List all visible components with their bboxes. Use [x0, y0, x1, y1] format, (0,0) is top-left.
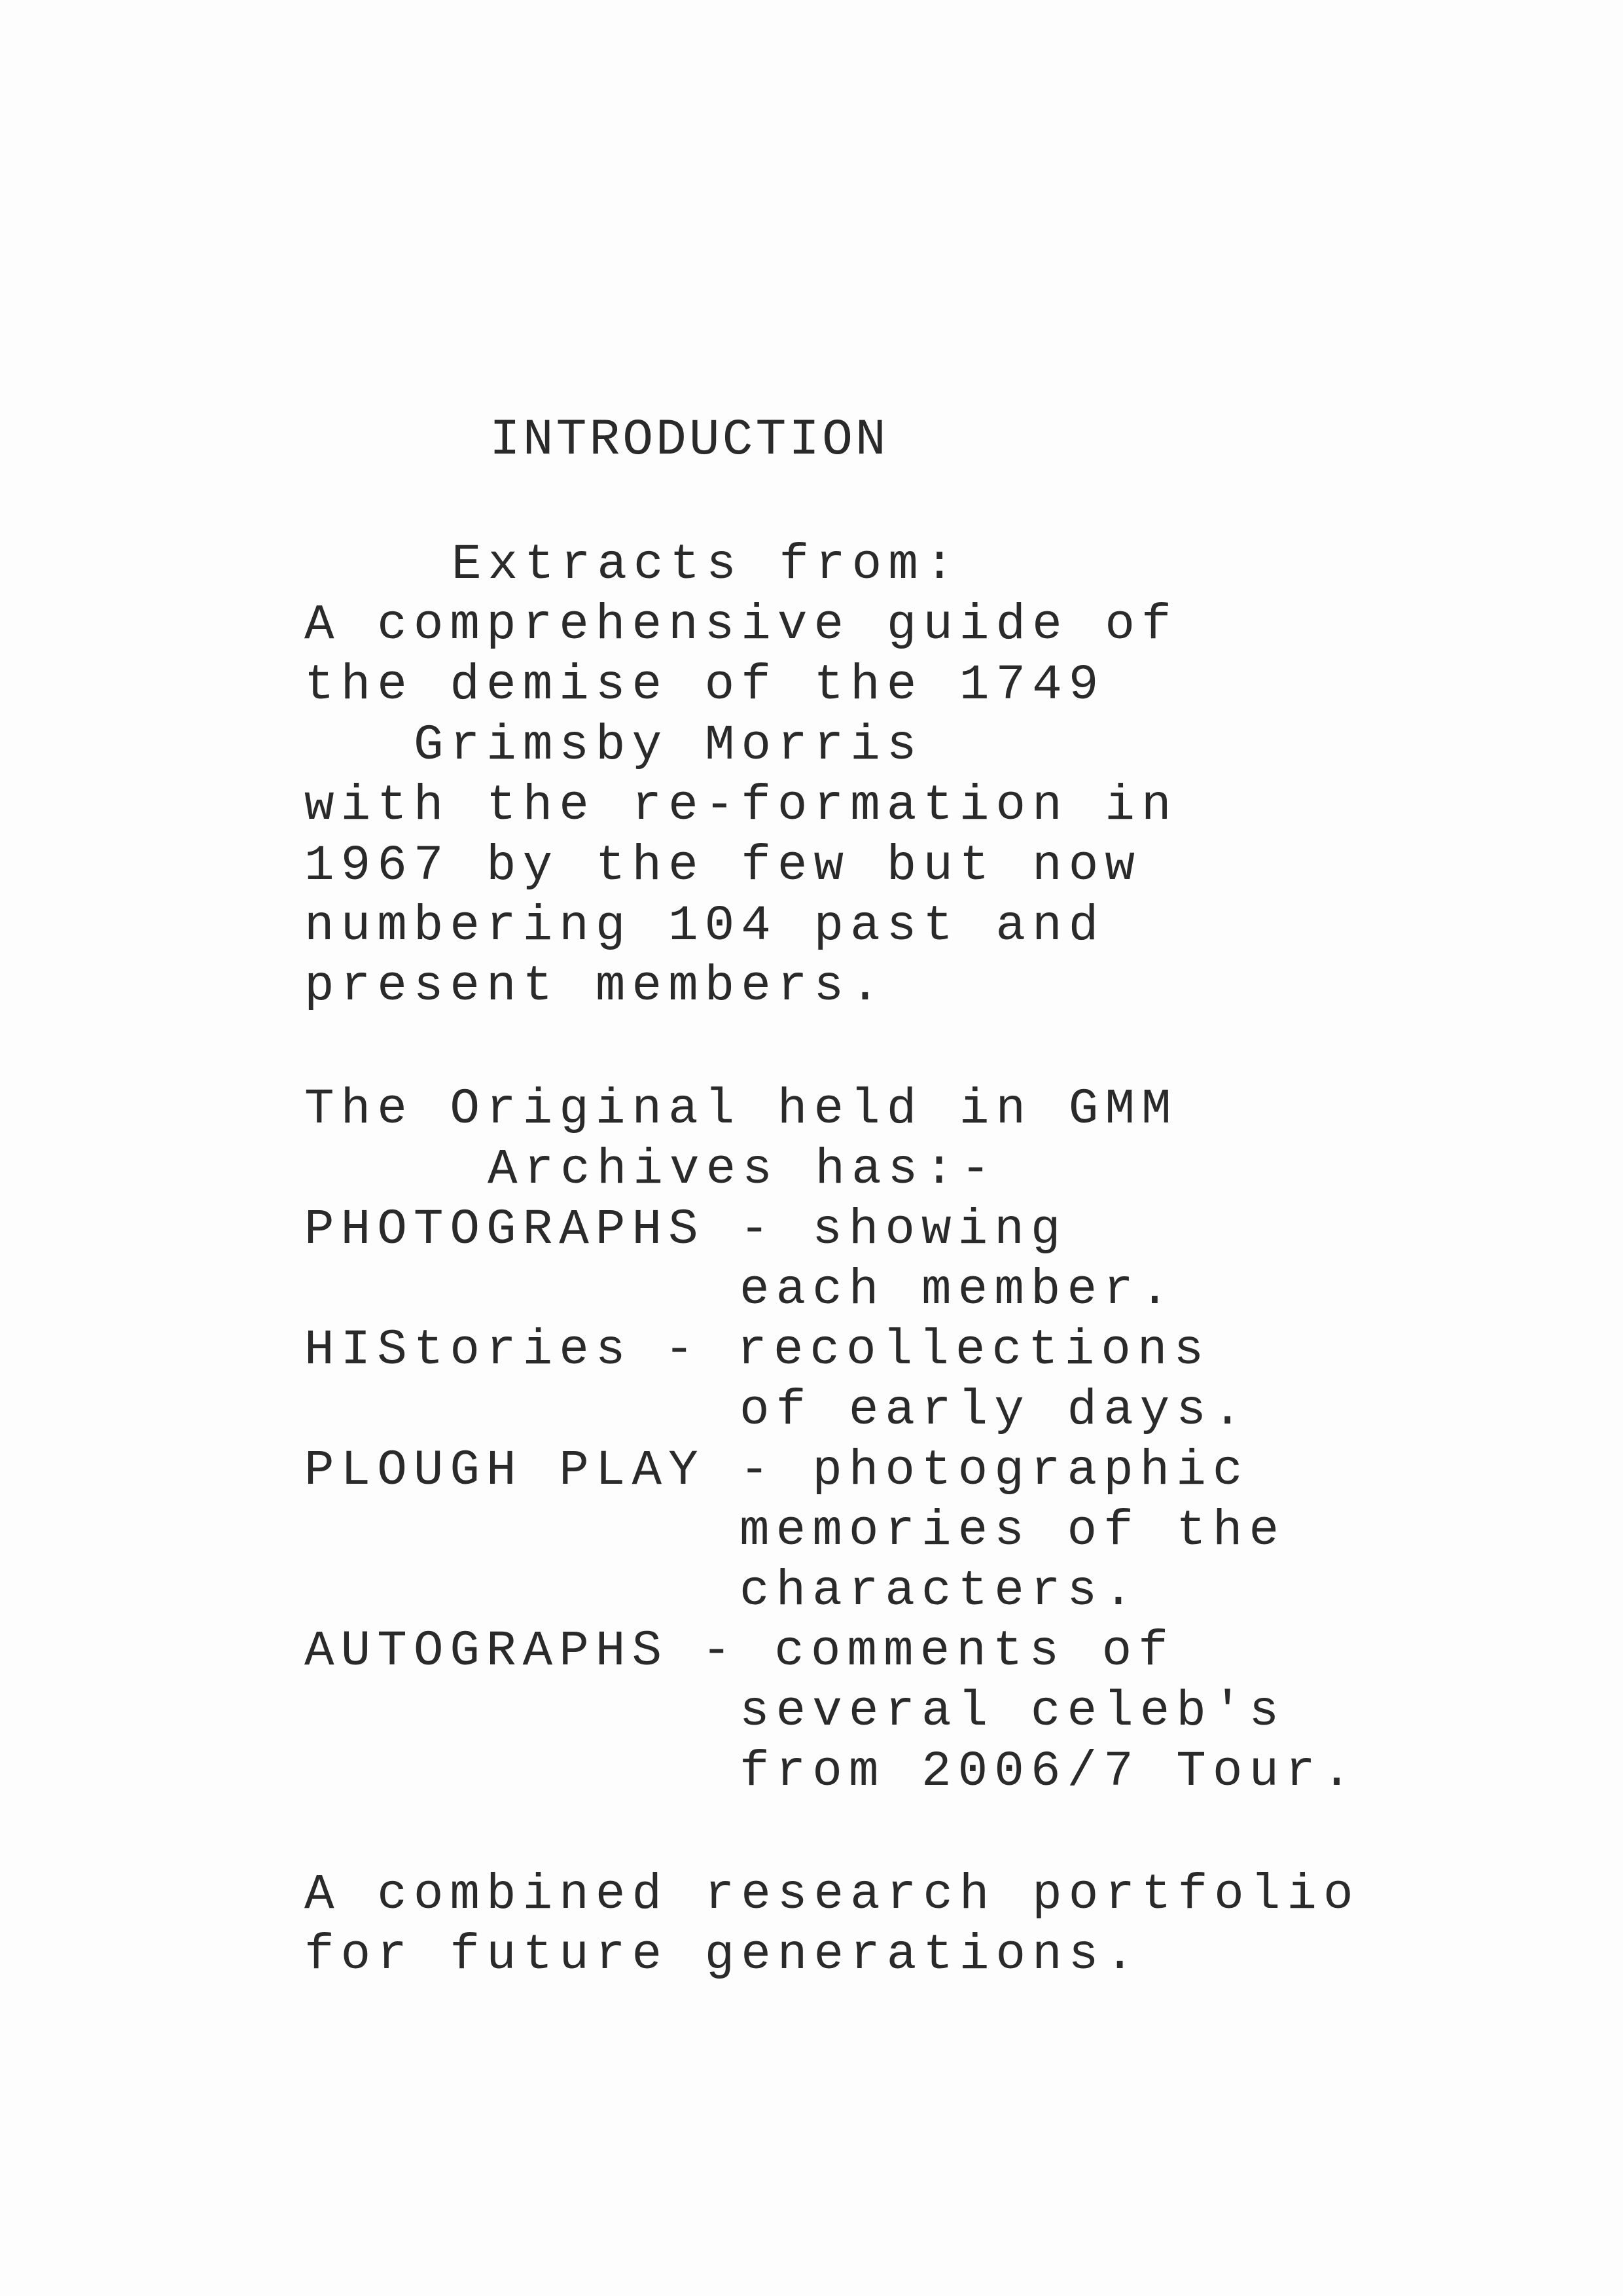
closing-line: for future generations. — [304, 1927, 1141, 1983]
archive-item-desc: - recollections — [664, 1322, 1211, 1378]
intro-line: present members. — [304, 958, 887, 1014]
archive-item-desc: each member. — [740, 1262, 1177, 1318]
intro-line: numbering 104 past and — [304, 898, 1105, 954]
intro-line: with the re-formation in — [304, 778, 1178, 834]
intro-line: the demise of the 1749 — [304, 657, 1105, 713]
archive-item-desc: memories of the — [740, 1503, 1286, 1559]
intro-line: Grimsby Morris — [414, 717, 923, 774]
archive-item-desc: of early days. — [740, 1382, 1249, 1439]
intro-line: A comprehensive guide of — [304, 597, 1178, 653]
archive-item-label: AUTOGRAPHS — [304, 1623, 669, 1679]
archive-item-label: HIStories — [304, 1322, 632, 1378]
archive-item-desc: - showing — [740, 1202, 1067, 1258]
archive-lead: Archives has:- — [488, 1141, 997, 1198]
intro-heading: Extracts from: — [452, 537, 961, 593]
intro-line: 1967 by the few but now — [304, 838, 1141, 894]
archive-item-desc: from 2006/7 Tour. — [740, 1744, 1359, 1800]
archive-item-label: PLOUGH PLAY — [304, 1443, 705, 1499]
archive-lead: The Original held in GMM — [304, 1081, 1178, 1138]
page-title: INTRODUCTION — [490, 412, 889, 469]
archive-item-desc: characters. — [740, 1563, 1140, 1619]
archive-item-desc: - comments of — [702, 1623, 1175, 1679]
archive-item-label: PHOTOGRAPHS — [304, 1202, 705, 1258]
archive-item-desc: - photographic — [740, 1443, 1249, 1499]
closing-line: A combined research portfolio — [304, 1867, 1360, 1923]
archive-item-desc: several celeb's — [740, 1683, 1286, 1740]
